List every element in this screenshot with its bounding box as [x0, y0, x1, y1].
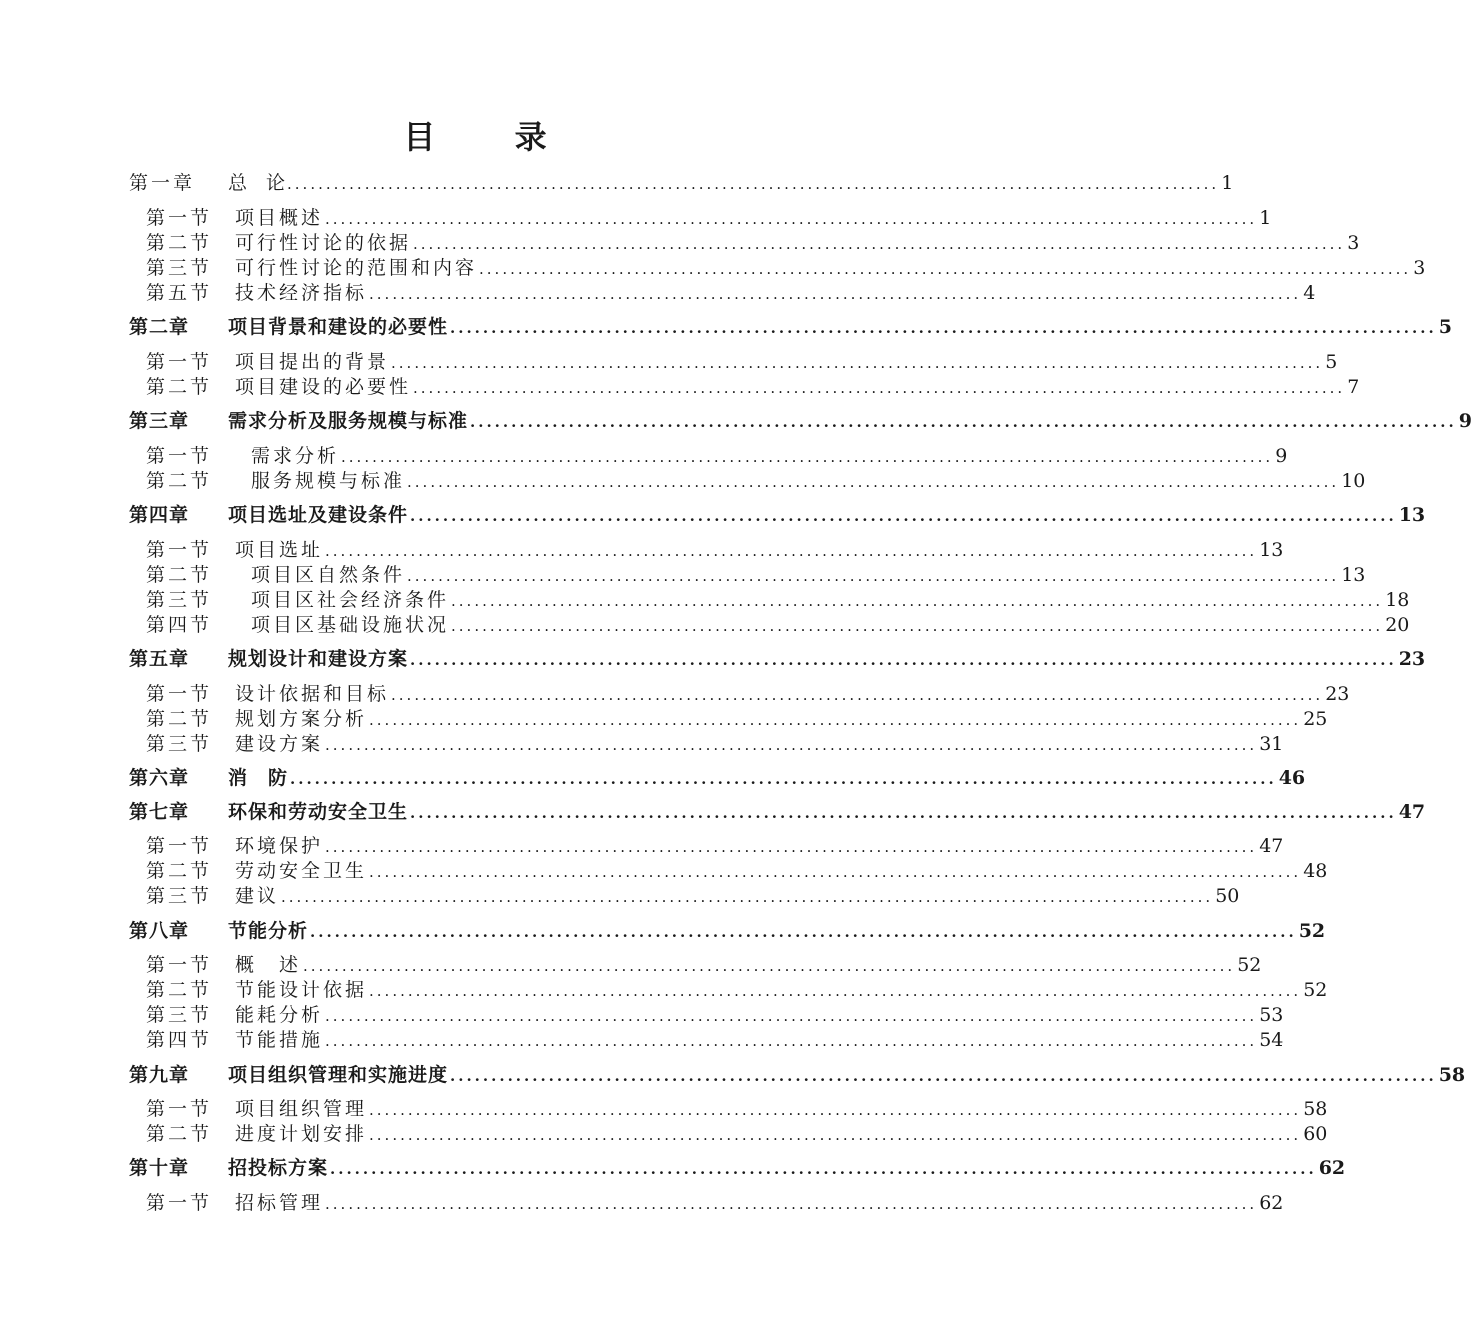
toc-entry-label: 第三节: [146, 589, 213, 611]
toc-section-entry[interactable]: [146, 349, 1338, 375]
toc-section-entry[interactable]: [146, 1190, 1284, 1216]
toc-chapter-entry[interactable]: [129, 170, 1234, 196]
toc-section-entry[interactable]: [146, 230, 1360, 256]
toc-chapter-entry[interactable]: [129, 502, 1426, 528]
toc-entry-title: 项目选址及建设条件: [228, 504, 409, 526]
toc-chapter-entry[interactable]: [129, 918, 1326, 944]
toc-entry-title: 节能措施: [235, 1029, 324, 1051]
toc-entry-page-number: 18: [1385, 589, 1410, 611]
toc-entry-label: 第七章: [129, 801, 190, 823]
dot-leader: ........................................................................................................................: [330, 1160, 1317, 1178]
dot-leader: ........................................................................................................................: [451, 592, 1384, 610]
toc-section-entry[interactable]: [146, 255, 1426, 281]
toc-entry-label: 第二节: [146, 564, 213, 586]
toc-entry-title: 可行性讨论的范围和内容: [235, 257, 478, 279]
toc-entry-page-number: 46: [1278, 767, 1306, 789]
toc-entry-title: 需求分析: [251, 445, 340, 467]
toc-entry-page-number: 10: [1341, 470, 1366, 492]
toc-entry-page-number: 53: [1259, 1004, 1284, 1026]
dot-leader: ........................................................................................................................: [470, 413, 1457, 431]
dot-leader: ........................................................................................................................: [325, 1195, 1258, 1213]
toc-entry-page-number: 13: [1341, 564, 1366, 586]
dot-leader: ........................................................................................................................: [290, 770, 1277, 788]
toc-entry-title: 项目背景和建设的必要性: [228, 316, 449, 338]
toc-section-entry[interactable]: [146, 587, 1410, 613]
toc-entry-page-number: 47: [1259, 835, 1284, 857]
toc-entry-page-number: 23: [1325, 683, 1350, 705]
toc-entry-page-number: 4: [1303, 282, 1316, 304]
toc-entry-page-number: 25: [1303, 708, 1328, 730]
dot-leader: ........................................................................................................................: [410, 507, 1397, 525]
toc-entry-page-number: 5: [1325, 351, 1338, 373]
toc-entry-title: 节能分析: [228, 920, 309, 942]
toc-entry-title: 环保和劳动安全卫生: [228, 801, 409, 823]
toc-entry-page-number: 58: [1303, 1098, 1328, 1120]
toc-entry-title: 概 述: [235, 954, 302, 976]
dot-leader: ........................................................................................................................: [369, 1126, 1302, 1144]
toc-entry-label: 第一节: [146, 835, 213, 857]
toc-entry-page-number: 1: [1221, 172, 1234, 194]
dot-leader: ........................................................................................................................: [410, 804, 1397, 822]
toc-entry-label: 第五节: [146, 282, 213, 304]
toc-chapter-entry[interactable]: [129, 1155, 1346, 1181]
toc-entry-label: 第一节: [146, 1192, 213, 1214]
toc-section-entry[interactable]: [146, 374, 1360, 400]
dot-leader: ........................................................................................................................: [341, 448, 1274, 466]
toc-entry-page-number: 3: [1347, 232, 1360, 254]
toc-section-entry[interactable]: [146, 562, 1366, 588]
toc-entry-page-number: 3: [1413, 257, 1426, 279]
toc-entry-page-number: 54: [1259, 1029, 1284, 1051]
toc-entry-title: 项目概述: [235, 207, 324, 229]
toc-entry-label: 第一章: [129, 172, 196, 194]
toc-chapter-entry[interactable]: [129, 408, 1472, 434]
toc-chapter-entry[interactable]: [129, 799, 1426, 825]
toc-entry-title: 招投标方案: [228, 1157, 329, 1179]
toc-section-entry[interactable]: [146, 205, 1272, 231]
toc-entry-label: 第十章: [129, 1157, 190, 1179]
toc-entry-page-number: 23: [1398, 648, 1426, 670]
toc-section-entry[interactable]: [146, 1002, 1284, 1028]
toc-entry-title: 项目建设的必要性: [235, 376, 412, 398]
toc-entry-title: 设计依据和目标: [235, 683, 390, 705]
toc-section-entry[interactable]: [146, 952, 1262, 978]
toc-entry-title: 项目区自然条件: [251, 564, 406, 586]
toc-section-entry[interactable]: [146, 706, 1328, 732]
dot-leader: ........................................................................................................................: [410, 651, 1397, 669]
toc-entry-title: 总 论: [228, 172, 286, 194]
dot-leader: ........................................................................................................................: [391, 686, 1324, 704]
toc-entry-label: 第三节: [146, 257, 213, 279]
dot-leader: ........................................................................................................................: [325, 542, 1258, 560]
toc-entry-label: 第九章: [129, 1064, 190, 1086]
toc-entry-title: 项目组织管理和实施进度: [228, 1064, 449, 1086]
dot-leader: ........................................................................................................................: [407, 473, 1340, 491]
toc-entry-title: 进度计划安排: [235, 1123, 368, 1145]
toc-entry-page-number: 52: [1303, 979, 1328, 1001]
toc-chapter-entry[interactable]: [129, 314, 1452, 340]
toc-entry-page-number: 13: [1259, 539, 1284, 561]
toc-entry-page-number: 47: [1398, 801, 1426, 823]
toc-entry-label: 第二节: [146, 376, 213, 398]
toc-entry-page-number: 31: [1259, 733, 1284, 755]
toc-entry-title: 项目提出的背景: [235, 351, 390, 373]
toc-entry-label: 第四章: [129, 504, 190, 526]
toc-chapter-entry[interactable]: [129, 1062, 1466, 1088]
toc-entry-label: 第二节: [146, 708, 213, 730]
dot-leader: ........................................................................................................................: [325, 1007, 1258, 1025]
toc-entry-label: 第一节: [146, 954, 213, 976]
toc-section-entry[interactable]: [146, 681, 1350, 707]
toc-entry-label: 第二节: [146, 979, 213, 1001]
dot-leader: ........................................................................................................................: [479, 260, 1412, 278]
toc-entry-page-number: 1: [1259, 207, 1272, 229]
page-title: 目 录: [403, 118, 581, 156]
toc-entry-label: 第四节: [146, 1029, 213, 1051]
toc-section-entry[interactable]: [146, 1121, 1328, 1147]
toc-entry-page-number: 48: [1303, 860, 1328, 882]
toc-entry-title: 项目区社会经济条件: [251, 589, 450, 611]
toc-section-entry[interactable]: [146, 1027, 1284, 1053]
dot-leader: ........................................................................................................................: [369, 982, 1302, 1000]
dot-leader: ........................................................................................................................: [287, 175, 1220, 193]
toc-entry-title: 技术经济指标: [235, 282, 368, 304]
toc-entry-label: 第二节: [146, 232, 213, 254]
toc-entry-page-number: 9: [1458, 410, 1472, 432]
dot-leader: ........................................................................................................................: [391, 354, 1324, 372]
toc-entry-title: 规划方案分析: [235, 708, 368, 730]
dot-leader: ........................................................................................................................: [369, 711, 1302, 729]
toc-entry-page-number: 52: [1298, 920, 1326, 942]
toc-entry-page-number: 13: [1398, 504, 1426, 526]
dot-leader: ........................................................................................................................: [325, 838, 1258, 856]
toc-entry-label: 第五章: [129, 648, 190, 670]
toc-entry-title: 可行性讨论的依据: [235, 232, 412, 254]
toc-chapter-entry[interactable]: [129, 765, 1306, 791]
toc-section-entry[interactable]: [146, 833, 1284, 859]
toc-chapter-entry[interactable]: [129, 646, 1426, 672]
dot-leader: ........................................................................................................................: [369, 1101, 1302, 1119]
toc-entry-title: 劳动安全卫生: [235, 860, 368, 882]
toc-entry-page-number: 5: [1438, 316, 1452, 338]
toc-entry-title: 项目区基础设施状况: [251, 614, 450, 636]
toc-entry-title: 建议: [235, 885, 280, 907]
toc-section-entry[interactable]: [146, 280, 1316, 306]
dot-leader: ........................................................................................................................: [369, 285, 1302, 303]
toc-entry-label: 第二节: [146, 470, 213, 492]
toc-entry-label: 第二节: [146, 860, 213, 882]
toc-entry-title: 招标管理: [235, 1192, 324, 1214]
toc-entry-label: 第一节: [146, 351, 213, 373]
toc-entry-label: 第一节: [146, 1098, 213, 1120]
toc-entry-page-number: 7: [1347, 376, 1360, 398]
toc-entry-label: 第一节: [146, 445, 213, 467]
toc-entry-label: 第二章: [129, 316, 190, 338]
toc-entry-label: 第六章: [129, 767, 190, 789]
toc-section-entry[interactable]: [146, 883, 1240, 909]
dot-leader: ........................................................................................................................: [310, 923, 1297, 941]
toc-entry-label: 第三章: [129, 410, 190, 432]
toc-entry-label: 第一节: [146, 207, 213, 229]
dot-leader: ........................................................................................................................: [325, 1032, 1258, 1050]
toc-entry-page-number: 50: [1215, 885, 1240, 907]
toc-section-entry[interactable]: [146, 612, 1410, 638]
dot-leader: ........................................................................................................................: [407, 567, 1340, 585]
toc-entry-label: 第三节: [146, 733, 213, 755]
dot-leader: ........................................................................................................................: [413, 235, 1346, 253]
dot-leader: ........................................................................................................................: [451, 617, 1384, 635]
toc-entry-label: 第八章: [129, 920, 190, 942]
toc-entry-label: 第三节: [146, 1004, 213, 1026]
toc-entry-label: 第三节: [146, 885, 213, 907]
toc-entry-title: 项目组织管理: [235, 1098, 368, 1120]
toc-entry-label: 第一节: [146, 683, 213, 705]
toc-entry-title: 需求分析及服务规模与标准: [228, 410, 469, 432]
toc-entry-page-number: 62: [1259, 1192, 1284, 1214]
toc-entry-label: 第四节: [146, 614, 213, 636]
toc-section-entry[interactable]: [146, 443, 1288, 469]
toc-entry-title: 消 防: [228, 767, 289, 789]
toc-entry-label: 第二节: [146, 1123, 213, 1145]
toc-section-entry[interactable]: [146, 468, 1366, 494]
dot-leader: ........................................................................................................................: [450, 319, 1437, 337]
toc-entry-title: 服务规模与标准: [251, 470, 406, 492]
toc-entry-page-number: 20: [1385, 614, 1410, 636]
toc-entry-page-number: 60: [1303, 1123, 1328, 1145]
toc-section-entry[interactable]: [146, 731, 1284, 757]
toc-section-entry[interactable]: [146, 537, 1284, 563]
toc-section-entry[interactable]: [146, 977, 1328, 1003]
dot-leader: ........................................................................................................................: [281, 888, 1214, 906]
toc-entry-title: 环境保护: [235, 835, 324, 857]
toc-entry-page-number: 52: [1237, 954, 1262, 976]
dot-leader: ........................................................................................................................: [325, 736, 1258, 754]
dot-leader: ........................................................................................................................: [325, 210, 1258, 228]
toc-entry-title: 建设方案: [235, 733, 324, 755]
dot-leader: ........................................................................................................................: [303, 957, 1236, 975]
dot-leader: ........................................................................................................................: [450, 1067, 1437, 1085]
toc-entry-title: 项目选址: [235, 539, 324, 561]
toc-section-entry[interactable]: [146, 858, 1328, 884]
dot-leader: ........................................................................................................................: [369, 863, 1302, 881]
toc-entry-page-number: 58: [1438, 1064, 1466, 1086]
toc-entry-title: 节能设计依据: [235, 979, 368, 1001]
toc-section-entry[interactable]: [146, 1096, 1328, 1122]
toc-entry-label: 第一节: [146, 539, 213, 561]
toc-entry-title: 规划设计和建设方案: [228, 648, 409, 670]
dot-leader: ........................................................................................................................: [413, 379, 1346, 397]
toc-entry-page-number: 62: [1318, 1157, 1346, 1179]
toc-entry-title: 能耗分析: [235, 1004, 324, 1026]
toc-entry-page-number: 9: [1275, 445, 1288, 467]
